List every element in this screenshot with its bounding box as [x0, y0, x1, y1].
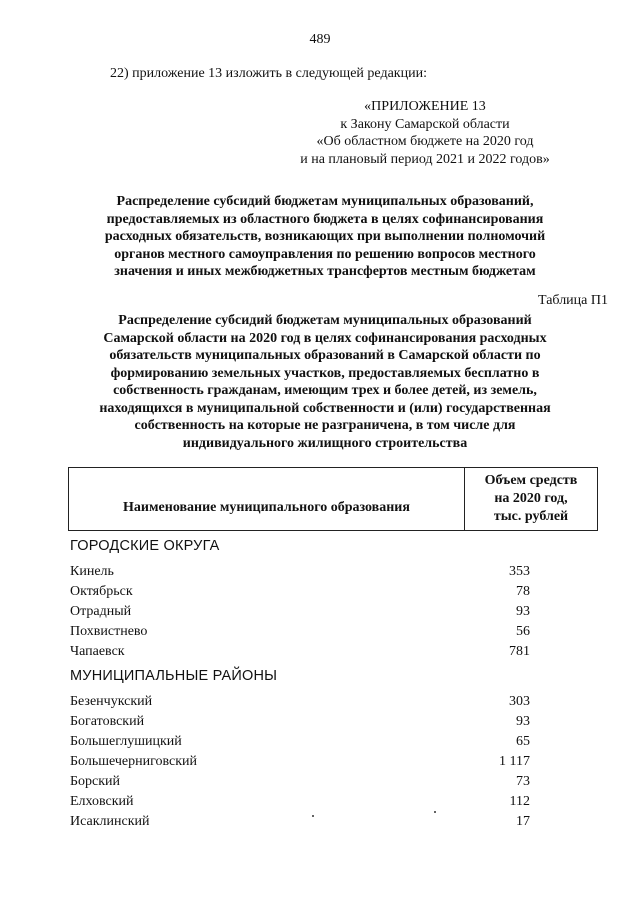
- row-value: 1 117: [499, 754, 530, 769]
- table-row: [70, 794, 530, 814]
- row-value: 93: [516, 604, 530, 619]
- row-name: Исаклинский: [70, 814, 150, 829]
- row-value: 65: [516, 734, 530, 749]
- heading-line: формированию земельных участков, предоставляемых бесплатно в: [110, 365, 540, 381]
- table-row: [70, 584, 530, 604]
- table-row: [70, 754, 530, 774]
- table-label: Таблица П1: [538, 293, 608, 308]
- row-value: 56: [516, 624, 530, 639]
- volume-column-header: [464, 468, 597, 530]
- heading-line: органов местного самоуправления по решению вопросов местного: [114, 246, 536, 262]
- section-title-urban: ГОРОДСКИЕ ОКРУГА: [70, 538, 220, 554]
- table-row: [70, 774, 530, 794]
- heading-line: собственность гражданам, имеющим трех и более детей, из земель,: [113, 383, 537, 398]
- scan-dot: [312, 815, 314, 817]
- table-header: [68, 467, 598, 531]
- page-number: 489: [309, 32, 331, 47]
- row-name: Октябрьск: [70, 584, 133, 599]
- table-row: [70, 624, 530, 644]
- row-value: 112: [509, 794, 530, 809]
- heading-line: находящихся в муниципальной собственности и (или) государственная: [99, 400, 551, 416]
- appendix-title: «ПРИЛОЖЕНИЕ 13: [364, 99, 486, 114]
- heading-line: собственность на которые не разграничена, в том числе для: [134, 418, 516, 433]
- table-heading: [70, 312, 580, 452]
- appendix-block: [250, 98, 600, 168]
- volume-header-line: на 2020 год,: [494, 491, 568, 506]
- name-column-header: Наименование муниципального образования: [123, 500, 410, 515]
- table-row: [70, 714, 530, 734]
- table-row: [70, 814, 530, 834]
- heading-line: Распределение субсидий бюджетам муниципальных образований,: [116, 194, 534, 209]
- volume-header-line: Объем средств: [484, 473, 578, 488]
- intro-line: 22) приложение 13 изложить в следующей редакции:: [110, 66, 427, 81]
- row-value: 353: [509, 564, 530, 579]
- section-heading: [60, 193, 590, 281]
- row-value: 78: [516, 584, 530, 599]
- heading-line: Самарской области на 2020 год в целях софинансирования расходных: [103, 330, 547, 346]
- appendix-period: и на плановый период 2021 и 2022 годов»: [300, 151, 550, 167]
- heading-line: обязательств муниципальных образований в Самарской области по: [109, 348, 541, 363]
- heading-line: предоставляемых из областного бюджета в целях софинансирования: [106, 211, 544, 227]
- table-row: [70, 564, 530, 584]
- table-row: [70, 694, 530, 714]
- row-name: Кинель: [70, 564, 114, 579]
- scan-dot: [434, 811, 436, 813]
- row-name: Большечерниговский: [70, 754, 198, 769]
- row-name: Большеглушицкий: [70, 734, 182, 749]
- heading-line: индивидуального жилищного строительства: [182, 435, 468, 451]
- row-value: 17: [516, 814, 530, 829]
- row-value: 73: [516, 774, 530, 789]
- row-name: Чапаевск: [70, 644, 125, 659]
- row-name: Похвистнево: [70, 624, 148, 639]
- appendix-law: к Закону Самарской области: [340, 116, 510, 132]
- table-row: [70, 604, 530, 624]
- row-name: Богатовский: [70, 714, 145, 729]
- heading-line: Распределение субсидий бюджетам муниципальных образований: [118, 313, 532, 328]
- row-name: Безенчукский: [70, 694, 153, 709]
- appendix-budget: «Об областном бюджете на 2020 год: [316, 134, 534, 149]
- section-title-districts: МУНИЦИПАЛЬНЫЕ РАЙОНЫ: [70, 668, 278, 684]
- row-name: Отрадный: [70, 604, 132, 619]
- row-name: Борский: [70, 774, 121, 789]
- row-name: Елховский: [70, 794, 134, 809]
- row-value: 93: [516, 714, 530, 729]
- heading-line: расходных обязательств, возникающих при выполнении полномочий: [104, 229, 546, 244]
- row-value: 781: [509, 644, 530, 659]
- table-row: [70, 644, 530, 664]
- volume-header-line: тыс. рублей: [493, 509, 569, 524]
- row-value: 303: [509, 694, 530, 709]
- heading-line: значения и иных межбюджетных трансфертов местным бюджетам: [114, 264, 536, 279]
- table-row: [70, 734, 530, 754]
